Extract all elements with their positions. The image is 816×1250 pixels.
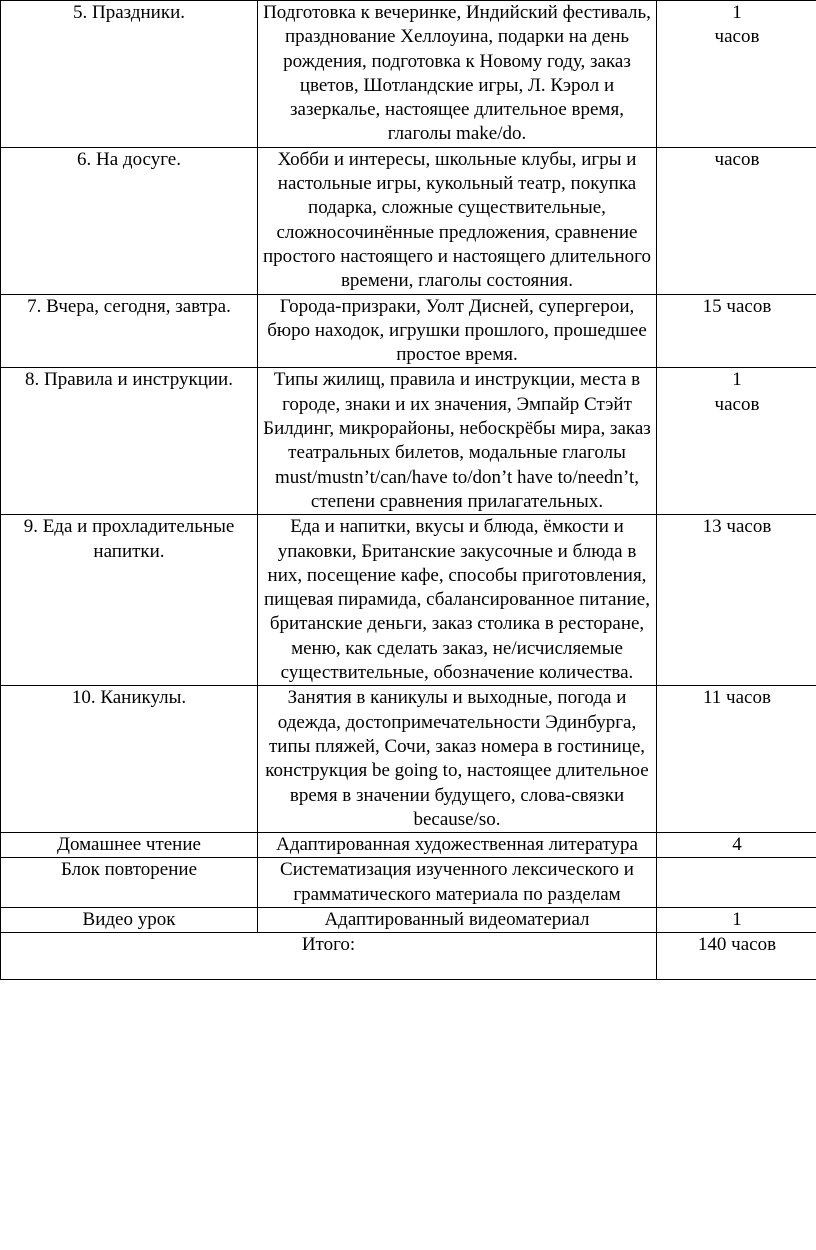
content-cell <box>258 294 657 368</box>
content-cell <box>258 1 657 148</box>
table-row <box>1 368 816 515</box>
hours-number: 4 <box>732 834 742 856</box>
hours-number: 15 часов <box>702 295 772 317</box>
section-content: Хобби и интересы, школьные клубы, игры и настольные игры, кукольный театр, покупка подарка, сложные существительные, сложносочинённые предложения, сравнение простого настоящего и настоящего длительного времени, глаголы состояния. <box>263 148 651 292</box>
section-content: Систематизация изученного лексического и грамматического материала по разделам <box>280 859 634 905</box>
table-row <box>1 858 816 908</box>
hours-cell <box>657 147 816 294</box>
section-content: Адаптированная художественная литература <box>276 834 638 856</box>
syllabus-table-body <box>1 1 816 980</box>
section-cell <box>1 907 258 932</box>
total-value: 140 часов <box>697 934 777 956</box>
section-cell <box>1 294 258 368</box>
table-row <box>1 1 816 148</box>
hours-cell <box>657 368 816 515</box>
content-cell <box>258 368 657 515</box>
hours-unit: часов <box>714 148 760 170</box>
hours-number: 11 часов <box>703 687 771 709</box>
section-content: Занятия в каникулы и выходные, погода и одежда, достопримечательности Эдинбурга, типы пляжей, Сочи, заказ номера в гостинице, конструкция be going to, настоящее длительное время в значении будущего, слова-связки because/so. <box>265 687 649 830</box>
hours-number: 1 <box>732 2 742 23</box>
content-cell <box>258 147 657 294</box>
section-content: Города-призраки, Уолт Дисней, супергерои, бюро находок, игрушки прошлого, прошедшее простое время. <box>267 295 647 366</box>
hours-cell <box>657 294 816 368</box>
table-row <box>1 515 816 686</box>
content-cell <box>258 686 657 833</box>
hours-cell <box>657 1 816 148</box>
section-title: Домашнее чтение <box>57 834 201 856</box>
table-row <box>1 907 816 932</box>
hours-cell <box>657 907 816 932</box>
section-cell <box>1 515 258 686</box>
section-title: 10. Каникулы. <box>71 687 187 709</box>
total-label: Итого: <box>301 934 356 956</box>
section-cell <box>1 368 258 515</box>
section-cell <box>1 833 258 858</box>
section-cell <box>1 686 258 833</box>
section-title: Блок повторение <box>60 859 198 881</box>
section-content: Подготовка к вечеринке, Индийский фестиваль, празднование Хеллоуина, подарки на день рождения, подготовка к Новому году, заказ цветов, Шотландские игры, Л. Кэрол и зазеркалье, настоящее длительное время, глаголы make/do. <box>263 2 651 145</box>
content-cell <box>258 833 657 858</box>
content-cell <box>258 858 657 908</box>
hours-number: 13 часов <box>702 516 772 538</box>
hours-unit: часов <box>714 26 760 48</box>
section-title: 6. На досуге. <box>77 148 181 170</box>
section-cell <box>1 858 258 908</box>
table-row <box>1 294 816 368</box>
section-content: Еда и напитки, вкусы и блюда, ёмкости и упаковки, Британские закусочные и блюда в них, посещение кафе, способы приготовления, пищевая пирамида, сбалансированное питание, британские деньги, заказ столика в ресторане, меню, как сделать заказ, не/исчисляемые существительные, обозначение количества. <box>264 516 650 684</box>
section-title: 5. Праздники. <box>73 2 185 23</box>
content-cell <box>258 515 657 686</box>
total-row <box>1 933 816 980</box>
content-cell <box>258 907 657 932</box>
section-content: Типы жилищ, правила и инструкции, места в городе, знаки и их значения, Эмпайр Стэйт Билдинг, микрорайоны, небоскрёбы мира, заказ театральных билетов, модальные глаголы must/mustn’t/can/have to/don’t have to/needn’t, степени сравнения прилагательных. <box>263 369 651 512</box>
table-row <box>1 686 816 833</box>
section-title: 7. Вчера, сегодня, завтра. <box>27 295 231 317</box>
total-value-cell <box>657 933 816 980</box>
section-title: Видео урок <box>82 908 176 930</box>
hours-cell <box>657 515 816 686</box>
table-row <box>1 147 816 294</box>
section-content: Адаптированный видеоматериал <box>324 908 590 930</box>
section-title: 8. Правила и инструкции. <box>25 369 233 391</box>
section-cell <box>1 147 258 294</box>
hours-cell <box>657 833 816 858</box>
section-title: 9. Еда и прохладительные напитки. <box>23 516 235 562</box>
total-label-cell <box>1 933 657 980</box>
hours-cell <box>657 858 816 908</box>
hours-unit: часов <box>714 393 760 415</box>
table-row <box>1 833 816 858</box>
hours-cell <box>657 686 816 833</box>
hours-number: 1 <box>732 369 742 391</box>
section-cell <box>1 1 258 148</box>
hours-number: 1 <box>732 908 742 930</box>
